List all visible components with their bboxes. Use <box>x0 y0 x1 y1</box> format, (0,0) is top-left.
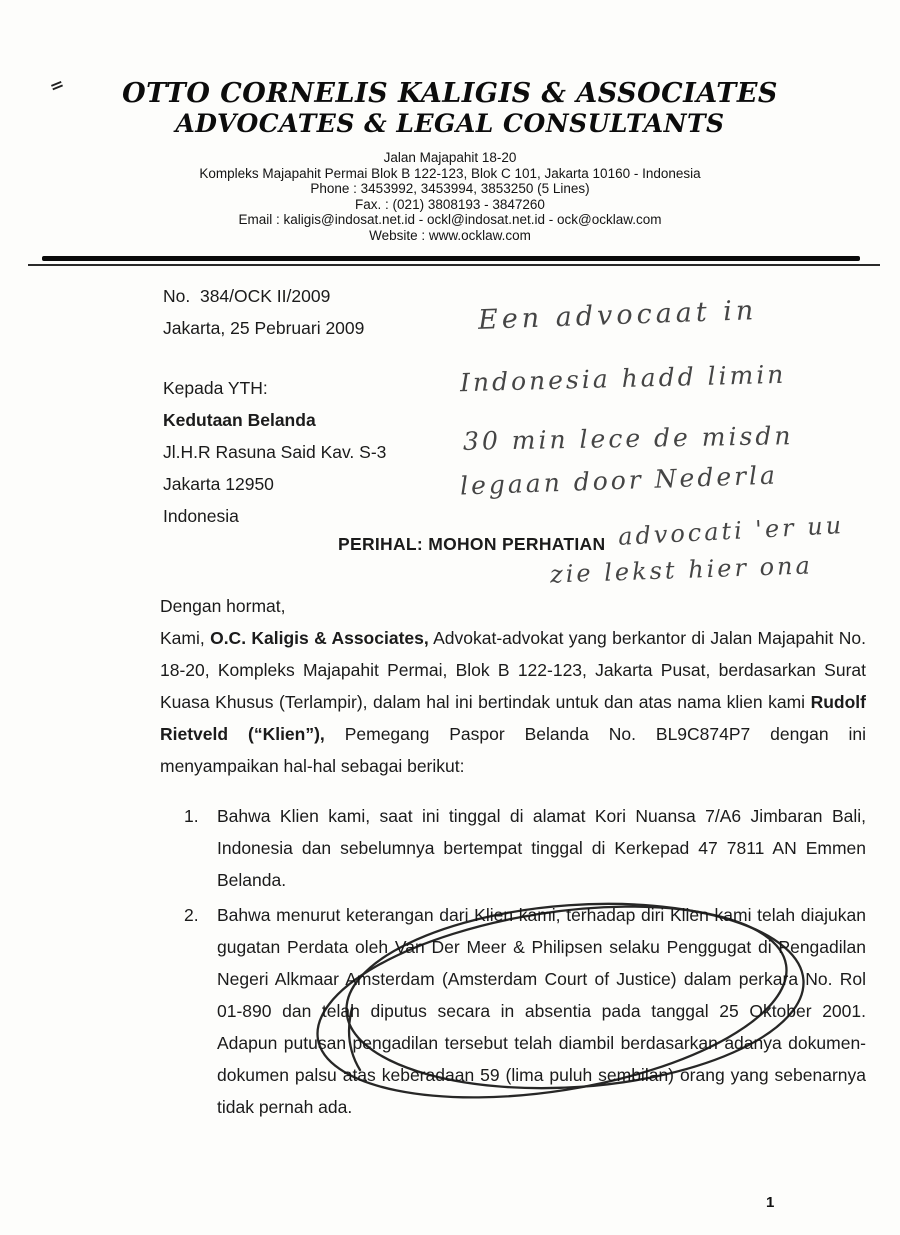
greeting: Dengan hormat, <box>160 596 286 616</box>
recipient-salutation: Kepada YTH: <box>163 378 268 398</box>
reference-number: No. 384/OCK II/2009 <box>163 286 331 306</box>
recipient-address1: Jl.H.R Rasuna Said Kav. S-3 <box>163 442 387 462</box>
list-item-number: 2. <box>184 905 199 925</box>
list-item-number: 1. <box>184 806 199 826</box>
firm-subtitle: ADVOCATES & LEGAL CONSULTANTS <box>175 109 725 138</box>
list-item <box>184 899 866 1123</box>
list-item-text: Bahwa Klien kami, saat ini tinggal di alamat Kori Nuansa 7/A6 Jimbaran Bali, Indonesia dan sebelumnya bertempat tinggal di Kerkepad 47 7811 AN Emmen Belanda. <box>217 806 866 890</box>
letterhead-fax: Fax. : (021) 3808193 - 3847260 <box>355 196 545 212</box>
recipient-name: Kedutaan Belanda <box>163 410 316 430</box>
letterhead-divider-thin <box>28 264 880 266</box>
handwritten-corner-mark: = <box>46 74 68 98</box>
handwritten-annotation-line: 30 min lece de misdn <box>462 421 794 456</box>
numbered-list <box>184 800 866 1126</box>
recipient-block <box>163 372 386 532</box>
page-number: 1 <box>766 1194 775 1211</box>
firm-name: OTTO CORNELIS KALIGIS & ASSOCIATES <box>122 78 778 109</box>
recipient-address2: Jakarta 12950 <box>163 474 274 494</box>
letterhead-complex: Kompleks Majapahit Permai Blok B 122-123, Blok C 101, Jakarta 10160 - Indonesia <box>199 165 701 181</box>
handwritten-annotation-line: legaan door Nederla <box>459 460 779 501</box>
intro-post: Pemegang Paspor Belanda No. BL9C874P7 dengan ini menyampaikan hal-hal sebagai berikut: <box>160 724 866 776</box>
subject-line: PERIHAL: MOHON PERHATIAN <box>338 534 606 554</box>
handwritten-annotation-line: zie lekst hier ona <box>549 551 814 589</box>
letterhead-street: Jalan Majapahit 18-20 <box>383 150 517 165</box>
letterhead-phone: Phone : 3453992, 3453994, 3853250 (5 Lines) <box>310 181 590 196</box>
handwritten-annotation-line: advocati 'er uu <box>617 511 845 551</box>
handwritten-annotation-line: Indonesia hadd limin <box>459 359 787 398</box>
letterhead <box>0 78 900 243</box>
intro-pre: Kami, <box>160 628 211 648</box>
intro-client-bold: Rudolf Rietveld (“Klien”), <box>160 692 866 744</box>
intro-firm-bold: O.C. Kaligis & Associates, <box>210 628 429 648</box>
recipient-address3: Indonesia <box>163 506 239 526</box>
handwritten-annotation-line: Een advocaat in <box>477 295 758 336</box>
intro-mid: Advokat-advokat yang berkantor di Jalan Majapahit No. 18-20, Kompleks Majapahit Permai, Blok B 122-123, Jakarta Pusat, berdasarkan Surat Kuasa Khusus (Terlampir), dalam hal ini bertindak untuk dan atas nama klien kami <box>160 628 866 712</box>
letterhead-contact-block <box>0 150 900 243</box>
date-line: Jakarta, 25 Pebruari 2009 <box>163 318 365 338</box>
list-item-text: Bahwa menurut keterangan dari Klien kami, terhadap diri Klien kami telah diajukan gugatan Perdata oleh Van Der Meer & Philipsen selaku Penggugat di Pengadilan Negeri Alkmaar Amsterdam (Amsterdam Court of Justice) dalam perkara No. Rol 01-890 dan telah diputus secara in absentia pada tanggal 25 Oktober 2001. Adapun putusan pengadilan tersebut telah diambil berdasarkan adanya dokumen-dokumen palsu atas keberadaan 59 (lima puluh sembilan) orang yang sebenarnya tidak pernah ada. <box>217 905 866 1117</box>
letterhead-divider-thick <box>42 256 860 261</box>
intro-paragraph <box>160 622 866 782</box>
list-item <box>184 800 866 896</box>
letterhead-website: Website : www.ocklaw.com <box>369 227 531 243</box>
letterhead-email: Email : kaligis@indosat.net.id - ockl@indosat.net.id - ock@ocklaw.com <box>238 212 662 227</box>
